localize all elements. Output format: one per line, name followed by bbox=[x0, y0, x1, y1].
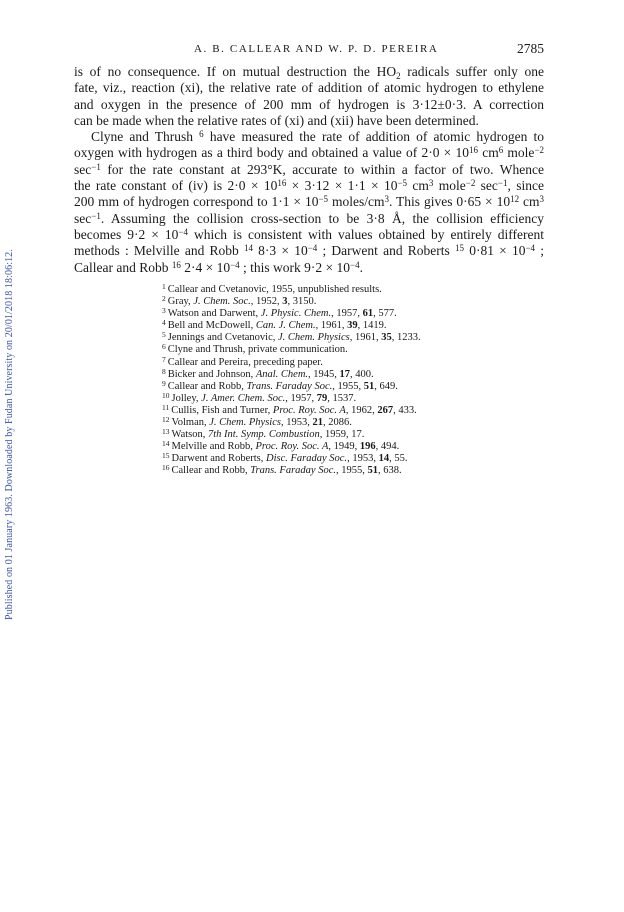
page-number: 2785 bbox=[517, 41, 544, 56]
paragraph-1-line: can be made when the relative rates of (xi) and (xii) have been determined. bbox=[74, 112, 479, 128]
reference-authors: Jolley, bbox=[171, 392, 202, 404]
reference-journal: Trans. Faraday Soc. bbox=[246, 380, 333, 392]
reference-year: , 1955, bbox=[332, 380, 364, 392]
running-head: A. B. CALLEAR AND W. P. D. PEREIRA bbox=[194, 43, 439, 55]
body-text bbox=[74, 64, 544, 276]
reference-year: , 1952, bbox=[250, 296, 283, 308]
reference-number: 2 bbox=[162, 294, 166, 304]
reference-authors: Darwent and Roberts, bbox=[171, 453, 266, 465]
reference-item bbox=[162, 378, 542, 393]
reference-number: 6 bbox=[162, 342, 166, 352]
page-header bbox=[74, 41, 544, 59]
reference-number: 12 bbox=[162, 415, 170, 425]
reference-pages: , 577. bbox=[373, 308, 397, 320]
reference-number: 4 bbox=[162, 318, 166, 328]
reference-year: , 1961, bbox=[315, 320, 348, 332]
reference-year: , 1959, 17. bbox=[319, 429, 365, 441]
reference-number: 11 bbox=[162, 402, 170, 412]
reference-journal: J. Physic. Chem. bbox=[260, 308, 332, 320]
reference-number: 10 bbox=[162, 390, 170, 400]
reference-volume: 3 bbox=[282, 296, 288, 308]
paragraph-1-line: and oxygen in the presence of 200 mm of hydrogen is 3·12±0·3. A correction bbox=[74, 96, 544, 112]
reference-item bbox=[162, 354, 542, 369]
reference-number: 9 bbox=[162, 378, 166, 388]
reference-number: 16 bbox=[162, 463, 170, 473]
reference-volume: 79 bbox=[316, 392, 328, 404]
reference-item bbox=[162, 453, 542, 465]
reference-volume: 61 bbox=[362, 308, 374, 320]
reference-pages: , 1233. bbox=[391, 332, 421, 344]
reference-journal: Anal. Chem. bbox=[255, 368, 309, 380]
paragraph-2-line: $\sec^{-1}$. Assuming the collision cross-section to be 3·8 Å, the collision efficiency bbox=[74, 210, 544, 226]
paragraph-2-line: Clyne and Thrush $^6$ have measured the rate of addition of atomic hydrogen to bbox=[91, 129, 544, 145]
reference-item bbox=[162, 320, 542, 332]
reference-pages: , 3150. bbox=[287, 296, 317, 308]
reference-authors: Bell and McDowell, bbox=[167, 320, 256, 332]
reference-item bbox=[162, 308, 542, 320]
reference-item bbox=[162, 402, 542, 417]
reference-journal: Can. J. Chem. bbox=[255, 320, 316, 332]
reference-journal: Trans. Faraday Soc. bbox=[250, 465, 336, 477]
paragraph-2-line: oxygen with hydrogen as a third body and obtained a value of $2\cdot 0 \times 10^{16}$ $cm^6$ mole$^{-2}$ bbox=[74, 145, 545, 161]
reference-volume: 21 bbox=[312, 417, 323, 429]
reference-number: 1 bbox=[162, 282, 166, 291]
reference-volume: 267 bbox=[377, 404, 394, 416]
reference-pages: , 638. bbox=[378, 465, 402, 477]
reference-item bbox=[162, 284, 542, 296]
reference-volume: 35 bbox=[381, 332, 392, 344]
reference-volume: 17 bbox=[339, 368, 351, 380]
reference-volume: 51 bbox=[367, 465, 378, 477]
reference-journal: J. Chem. Soc. bbox=[193, 296, 251, 308]
reference-authors: Callear and Cvetanovic, 1955, unpublished results. bbox=[167, 284, 382, 295]
reference-year: , 1945, bbox=[308, 368, 340, 380]
reference-volume: 39 bbox=[347, 320, 358, 332]
reference-number: 3 bbox=[162, 306, 166, 316]
reference-list bbox=[162, 284, 542, 478]
download-notice bbox=[4, 140, 16, 620]
paragraph-2-line: Callear and Robb $^{16}$ $2\cdot 4 \times 10^{-4}$ ; this work $9\cdot 2 \times 10^{-4}$. bbox=[74, 259, 363, 275]
paragraph-2-line: the rate constant of (iv) is $2\cdot 0 \times 10^{16} \times 3\cdot 12 \times 1\cdot 1 \times 10^{-5}$ $cm^3$ mole$^{-2}$ $\sec^{-1}$, since bbox=[74, 178, 544, 194]
reference-volume: 196 bbox=[359, 441, 376, 453]
paragraph-2-line: $\sec^{-1}$ for the rate constant at 293°K, accurate to within a factor of two. Whence bbox=[74, 161, 544, 177]
reference-number: 15 bbox=[162, 451, 170, 461]
reference-number: 13 bbox=[162, 427, 170, 437]
reference-pages: , 2086. bbox=[322, 417, 352, 429]
reference-volume: 14 bbox=[378, 453, 390, 465]
paragraph-2-line: becomes $9\cdot 2 \times 10^{-4}$ which is consistent with values obtained by entirely different bbox=[74, 226, 544, 242]
reference-authors: Bicker and Johnson, bbox=[167, 368, 256, 380]
reference-year: , 1962, bbox=[345, 404, 378, 416]
reference-item bbox=[162, 390, 542, 405]
reference-year: , 1955, bbox=[336, 465, 368, 477]
paragraph-1-line: fate, viz., reaction (xi), the relative rate of addition of atomic hydrogen to ethylene bbox=[74, 80, 544, 96]
reference-pages: , 494. bbox=[375, 441, 400, 453]
reference-year: , 1957, bbox=[331, 308, 363, 320]
reference-pages: , 433. bbox=[393, 404, 417, 416]
reference-journal: J. Chem. Physics bbox=[209, 417, 281, 429]
reference-pages: , 400. bbox=[350, 368, 374, 380]
paragraph-1-line: is of no consequence. If on mutual destruction the $HO_2$ radicals suffer only one bbox=[74, 64, 544, 81]
reference-authors: Cullis, Fish and Turner, bbox=[171, 404, 273, 416]
paragraph-2-line: 200 mm of hydrogen correspond to $1\cdot 1 \times 10^{-5}$ moles/$cm^3$. This gives $0\cdot 65 \times 10^{12}$ $cm^3$ bbox=[74, 194, 544, 210]
reference-journal: 7th Int. Symp. Combustion bbox=[207, 429, 320, 441]
reference-journal: Disc. Faraday Soc. bbox=[265, 453, 348, 465]
reference-journal: J. Amer. Chem. Soc. bbox=[201, 392, 286, 404]
reference-authors: Watson, bbox=[171, 429, 208, 441]
reference-authors: Volman, bbox=[171, 417, 210, 429]
reference-item bbox=[162, 465, 542, 477]
reference-item bbox=[162, 332, 542, 344]
reference-pages: , 649. bbox=[374, 380, 398, 392]
reference-pages: , 55. bbox=[389, 453, 408, 465]
reference-pages: , 1419. bbox=[357, 320, 387, 332]
reference-authors: Jennings and Cvetanovic, bbox=[167, 332, 278, 344]
reference-year: , 1957, bbox=[285, 392, 317, 404]
reference-item bbox=[162, 417, 542, 429]
reference-year: , 1949, bbox=[328, 441, 360, 453]
paragraph-2-line: methods : Melville and Robb $^{14}$ $8\cdot 3 \times 10^{-4}$ ; Darwent and Roberts $^{15}$ $0\cdot 81 \times 10^{-4}$ ; bbox=[74, 243, 544, 259]
reference-authors: Melville and Robb, bbox=[171, 441, 256, 453]
reference-journal: J. Chem. Physics bbox=[277, 332, 350, 344]
reference-item bbox=[162, 366, 542, 381]
reference-authors: Callear and Robb, bbox=[167, 380, 247, 392]
reference-authors: Gray, bbox=[167, 296, 194, 308]
reference-journal: Proc. Roy. Soc. A bbox=[255, 441, 329, 453]
reference-item bbox=[162, 344, 542, 356]
reference-number: 8 bbox=[162, 366, 166, 376]
reference-number: 5 bbox=[162, 330, 166, 340]
reference-pages: , 1537. bbox=[327, 392, 357, 404]
reference-journal: Proc. Roy. Soc. A bbox=[272, 404, 346, 416]
reference-year: , 1953, bbox=[280, 417, 313, 429]
reference-authors: Clyne and Thrush, private communication. bbox=[167, 344, 348, 356]
reference-item bbox=[162, 296, 542, 308]
reference-authors: Watson and Darwent, bbox=[167, 308, 261, 320]
reference-number: 14 bbox=[162, 439, 170, 449]
reference-year: , 1953, bbox=[347, 453, 379, 465]
reference-item bbox=[162, 429, 542, 441]
reference-number: 7 bbox=[162, 354, 166, 364]
download-notice-text: Published on 01 January 1963. Downloaded by Fudan University on 20/01/2018 18:06:12. bbox=[4, 249, 15, 620]
reference-authors: Callear and Pereira, preceding paper. bbox=[167, 356, 323, 368]
reference-authors: Callear and Robb, bbox=[171, 465, 251, 477]
reference-volume: 51 bbox=[363, 380, 375, 392]
reference-year: , 1961, bbox=[349, 332, 382, 344]
reference-item bbox=[162, 441, 542, 453]
